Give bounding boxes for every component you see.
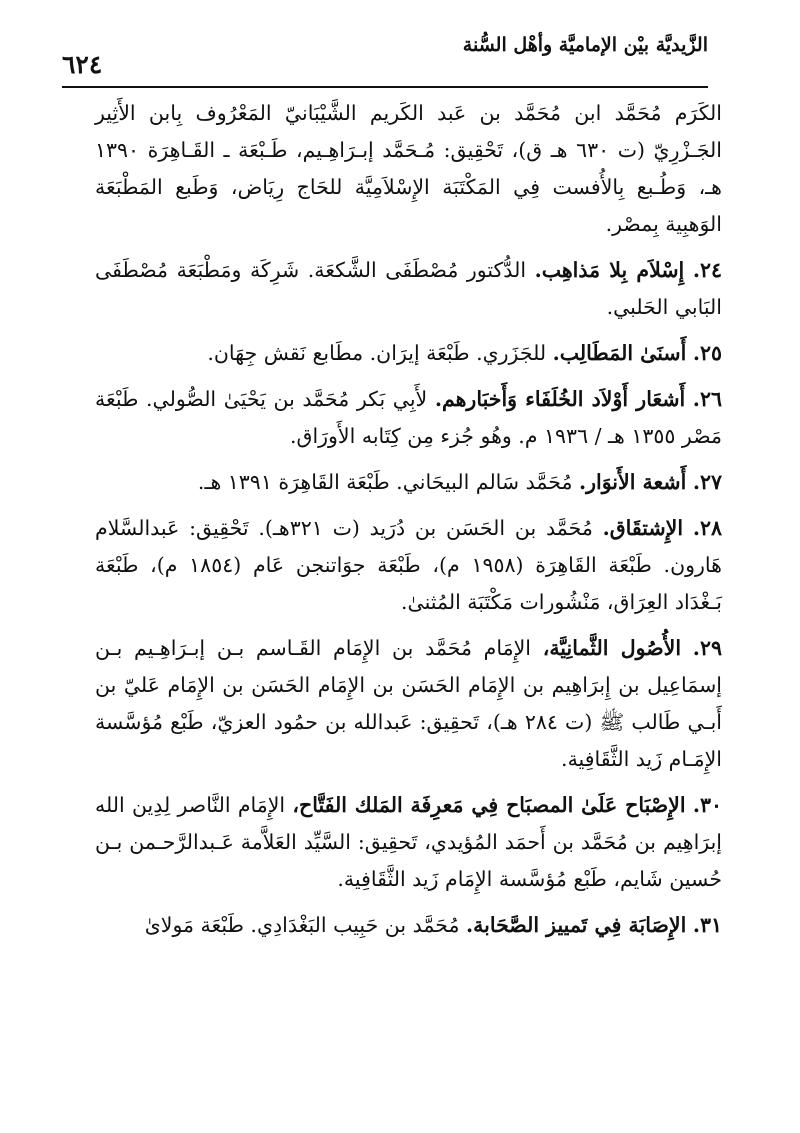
bibliography-list xyxy=(95,95,722,953)
entry-text: الدُّكتور مُصْطَفَى الشَّكعَة. شَرِكَة ومَطْبَعَة مُصْطَفَى البَابي الحَلبي. xyxy=(95,258,722,319)
entry-text: مُحَمَّد بن حَبِيب البَغْدَادِي. طَبْعَة مَولاىٰ xyxy=(144,913,460,937)
entry-text: الإِمَام مُحَمَّد بن الإِمَام القَـاسم بـن إبـرَاهِـيم بـن إسمَاعِيل بن إِبرَاهِيم بن الإِمَام الحَسَن بن الإِمَام الحَسَن بن الإِمَام عَليّ بن أَبـي طَالب ﷺ (ت ٢٨٤ هـ)، تَحقِيق: عَبدالله بن حمُود العزيّ، طَبْع مُؤسَّسة الإِمَـام زَيد الثَّقَافِية. xyxy=(95,636,722,771)
running-title: الزَّيديَّة بيْن الإماميَّة وأهْل السُّنة xyxy=(462,34,708,56)
entry-number: ٣٠. xyxy=(692,793,722,817)
page-header xyxy=(62,22,708,88)
bibliography-entry xyxy=(95,907,722,944)
bibliography-entry xyxy=(95,335,722,372)
entry-number: ٢٩. xyxy=(692,636,722,660)
entry-title: الإِصْبَاح عَلَىٰ المصبَاح فِي مَعرِفَة المَلك الفَتَّاح، xyxy=(292,793,686,817)
bibliography-entry xyxy=(95,510,722,621)
entry-title: الأُصُول الثَّمانِيَّة، xyxy=(542,636,682,660)
bibliography-entry xyxy=(95,252,722,326)
page-number: ٦٢٤ xyxy=(62,50,103,79)
bibliography-entry xyxy=(95,381,722,455)
bibliography-entry xyxy=(95,95,722,243)
entry-title: أَسنَىٰ المَطَالِب. xyxy=(552,341,687,365)
entry-number: ٢٧. xyxy=(692,470,722,494)
entry-text: للجَزَري. طَبْعَة إيرَان. مطَابع نَقش جِهَان. xyxy=(207,341,547,365)
entry-number: ٢٨. xyxy=(692,516,722,540)
entry-text: مُحَمَّد بن الحَسَن بن دُرَيد (ت ٣٢١هـ). تَحْقِيق: عَبدالسَّلام هَارون. طَبْعَة القَاهِرَة (١٩٥٨ م)، طَبْعَة جوَاتنجن عَام (١٨٥٤ م)، طَبْعَة بَـغْدَاد العِرَاق، مَنْشُورات مَكْتَبَة المُثنىٰ. xyxy=(95,516,722,614)
entry-title: إِسْلاَم بِلا مَذاهِب. xyxy=(534,258,685,282)
entry-title: أَشعَار أَوْلاَد الخُلَفَاء وَأَخبَارهم. xyxy=(434,387,686,411)
entry-number: ٢٦. xyxy=(692,387,722,411)
entry-title: الإِصَابَة فِي تَمييز الصَّحَابة. xyxy=(465,913,687,937)
entry-title: أَشعة الأَنوَار. xyxy=(578,470,687,494)
bibliography-entry xyxy=(95,630,722,778)
entry-text: الإِمَام النَّاصر لِدِين الله إبرَاهِيم بن مُحَمَّد بن أَحمَد المُؤيدي، تَحقِيق: السَّيِّد العَلاَّمة عَـبدالرَّحـمن بـن حُسين شَايم، طَبْع مُؤسَّسة الإِمَام زَيد الثَّقَافِية. xyxy=(95,793,722,891)
entry-title: الإِشتقَاق. xyxy=(602,516,684,540)
entry-number: ٢٤. xyxy=(692,258,722,282)
bibliography-entry xyxy=(95,787,722,898)
entry-text: مُحَمَّد سَالم البيحَاني. طَبْعَة القَاهِرَة ١٣٩١ هـ. xyxy=(197,470,573,494)
entry-number: ٢٥. xyxy=(692,341,722,365)
entry-text: لأَبِي بَكر مُحَمَّد بن يَحْيَىٰ الصُّولي. طَبْعَة مَصْر ١٣٥٥ هـ / ١٩٣٦ م. وهُو جُزء مِن كِتَابه الأَورَاق. xyxy=(95,387,722,448)
header-rule xyxy=(62,86,708,88)
bibliography-entry xyxy=(95,464,722,501)
entry-number: ٣١. xyxy=(692,913,722,937)
entry-text: الكَرَم مُحَمَّد ابن مُحَمَّد بن عَبد الكَريم الشَّيْبَانيّ المَعْرُوف بِابن الأَثِير الجَـزْرِيّ (ت ٦٣٠ هـ ق)، تَحْقِيق: مُـحَمَّد إبـرَاهِـيم، طَـبْعَة ـ القَـاهِرَة ١٣٩٠ هـ، وَطُـبع بِالأُفست فِي المَكْتَبَة الإِسْلاَمِيَّة للحَاج رِيَاض، وَطَبع المَطْبَعَة الوَهبِية بِمصْر. xyxy=(95,101,722,236)
